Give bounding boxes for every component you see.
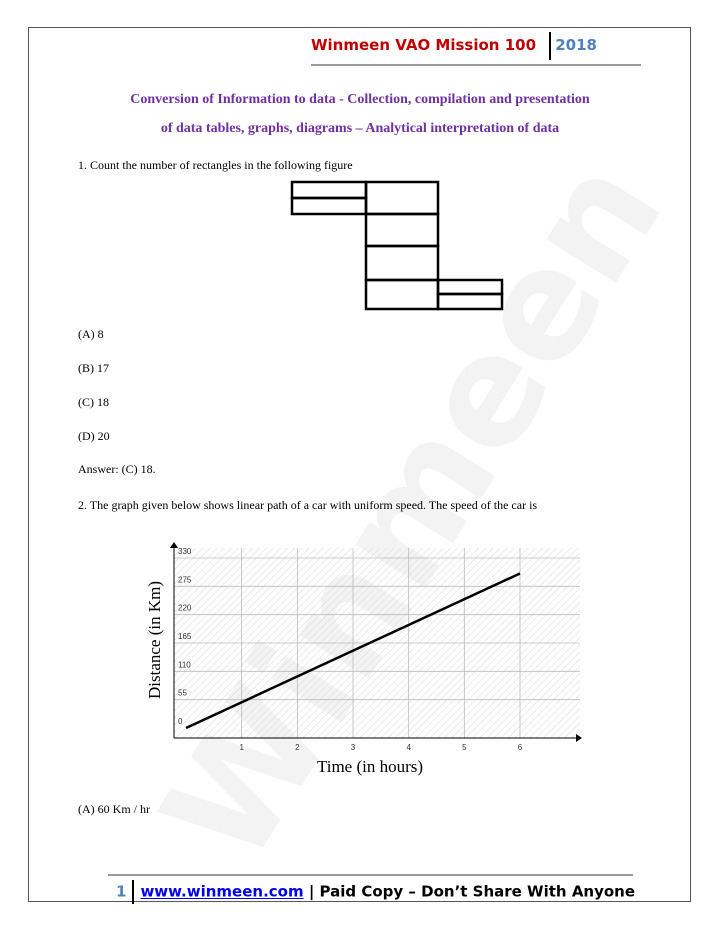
rectangles-figure [290,180,506,312]
rect-column-1 [366,182,438,214]
y-tick-label: 165 [178,632,192,641]
q1-option-c: (C) 18 [78,395,109,409]
footer-separator [132,880,134,904]
section-title-line-2: of data tables, graphs, diagrams – Analytical interpretation of data [160,121,560,136]
x-tick-label: 2 [295,743,300,752]
question-1: 1. Count the number of rectangles in the following figure [78,158,353,172]
q1-option-d: (D) 20 [78,429,110,443]
page-number: 1 [116,882,127,901]
rect-bottom-right-upper [438,280,502,294]
page-header [311,36,597,54]
x-tick-label: 1 [239,743,244,752]
rect-top-left-lower [292,198,366,214]
q1-option-b: (B) 17 [78,361,109,375]
page-footer [116,880,635,904]
header-brand: Winmeen VAO Mission 100 [311,36,536,54]
footer-rule [108,874,633,876]
x-tick-label: 4 [406,743,411,752]
footer-link[interactable]: www.winmeen.com [140,882,304,901]
x-axis-label: Time (in hours) [316,757,424,776]
y-tick-label: 55 [178,688,187,698]
question-2: 2. The graph given below shows linear path of a car with uniform speed. The speed of the car is [78,498,538,512]
x-tick-label: 5 [462,743,467,752]
rect-column-3 [366,246,438,280]
distance-time-chart [140,540,590,780]
header-separator [549,32,551,60]
footer-note: | Paid Copy – Don’t Share With Anyone [308,882,636,901]
q1-answer: Answer: (C) 18. [78,462,156,476]
header-rule [311,64,641,66]
y-tick-label: 110 [178,660,191,670]
y-axis-label: Distance (in Km) [145,580,164,700]
rect-top-left-upper [292,182,366,198]
y-tick-label: 0 [178,717,183,726]
y-tick-label: 275 [178,575,192,585]
rect-bottom-right-lower [438,294,502,309]
section-title-line-1: Conversion of Information to data - Collection, compilation and presentation [130,92,590,107]
header-year: 2018 [555,36,597,54]
q1-option-a: (A) 8 [78,327,104,341]
rect-column-4 [366,280,438,309]
y-tick-label: 220 [178,603,192,613]
y-axis-arrow [170,542,178,548]
y-tick-label: 330 [178,547,192,556]
q2-option-a: (A) 60 Km / hr [78,802,150,816]
x-tick-label: 6 [517,743,523,752]
x-tick-label: 3 [350,743,356,752]
rect-column-2 [366,214,438,246]
